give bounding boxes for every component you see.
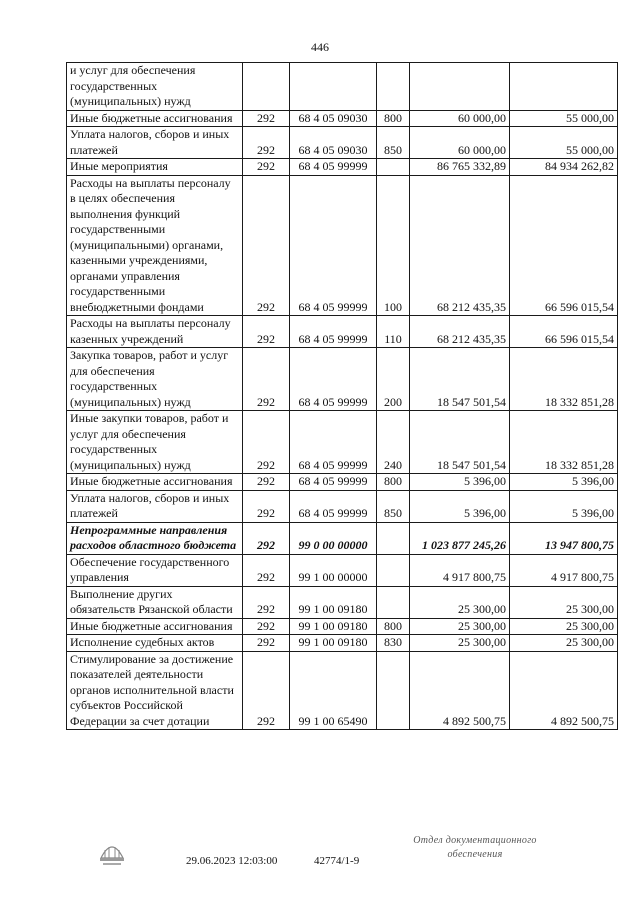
target-article-cell [290, 63, 377, 111]
page-number: 446 [311, 40, 329, 54]
amount-2025-cell: 55 000,00 [510, 127, 618, 159]
amount-2025-cell: 4 917 800,75 [510, 554, 618, 586]
expense-type-cell [377, 651, 410, 730]
amount-2024-cell: 25 300,00 [410, 586, 510, 618]
table-row [67, 348, 618, 411]
amount-2024-cell [410, 63, 510, 111]
expense-type-cell [377, 159, 410, 176]
stamp-line-2: обеспечения [447, 849, 503, 860]
table-row [67, 175, 618, 316]
department-code-cell: 292 [243, 474, 290, 491]
table-row [67, 127, 618, 159]
amount-2025-cell: 66 596 015,54 [510, 175, 618, 316]
table-row [67, 586, 618, 618]
amount-2025-cell: 25 300,00 [510, 618, 618, 635]
amount-2025-cell: 18 332 851,28 [510, 411, 618, 474]
amount-2024-cell: 5 396,00 [410, 474, 510, 491]
footer-datetime: 29.06.2023 12:03:00 [186, 855, 278, 867]
department-code-cell: 292 [243, 175, 290, 316]
amount-2024-cell: 60 000,00 [410, 127, 510, 159]
department-code-cell: 292 [243, 411, 290, 474]
department-code-cell: 292 [243, 522, 290, 554]
stamp-line-1: Отдел документационного [413, 835, 537, 846]
amount-2024-cell: 18 547 501,54 [410, 411, 510, 474]
expense-name-cell: Иные бюджетные ассигнования [67, 474, 243, 491]
target-article-cell: 68 4 05 99999 [290, 474, 377, 491]
department-code-cell: 292 [243, 618, 290, 635]
expense-type-cell [377, 586, 410, 618]
amount-2025-cell: 25 300,00 [510, 635, 618, 652]
expense-name-cell: и услуг для обеспечения государственных (муниципальных) нужд [67, 63, 243, 111]
table-row [67, 522, 618, 554]
amount-2024-cell: 68 212 435,35 [410, 316, 510, 348]
expense-name-cell: Иные закупки товаров, работ и услуг для обеспечения государственных (муниципальных) нужд [67, 411, 243, 474]
table-row [67, 110, 618, 127]
amount-2024-cell: 25 300,00 [410, 618, 510, 635]
table-row [67, 554, 618, 586]
expense-type-cell [377, 522, 410, 554]
table-row [67, 474, 618, 491]
expense-name-cell: Уплата налогов, сборов и иных платежей [67, 127, 243, 159]
target-article-cell: 99 0 00 00000 [290, 522, 377, 554]
expense-name-cell: Закупка товаров, работ и услуг для обеспечения государственных (муниципальных) нужд [67, 348, 243, 411]
amount-2025-cell: 4 892 500,75 [510, 651, 618, 730]
department-code-cell [243, 63, 290, 111]
amount-2025-cell [510, 63, 618, 111]
target-article-cell: 68 4 05 99999 [290, 490, 377, 522]
expense-name-cell: Выполнение других обязательств Рязанской области [67, 586, 243, 618]
expense-type-cell: 850 [377, 490, 410, 522]
department-code-cell: 292 [243, 159, 290, 176]
table-row [67, 651, 618, 730]
table-row [67, 618, 618, 635]
amount-2024-cell: 25 300,00 [410, 635, 510, 652]
department-code-cell: 292 [243, 348, 290, 411]
expense-name-cell: Иные мероприятия [67, 159, 243, 176]
target-article-cell: 68 4 05 99999 [290, 411, 377, 474]
expense-name-cell: Обеспечение государственного управления [67, 554, 243, 586]
amount-2025-cell: 5 396,00 [510, 474, 618, 491]
amount-2024-cell: 4 917 800,75 [410, 554, 510, 586]
department-code-cell: 292 [243, 635, 290, 652]
target-article-cell: 68 4 05 99999 [290, 348, 377, 411]
target-article-cell: 99 1 00 09180 [290, 618, 377, 635]
table-row [67, 63, 618, 111]
department-code-cell: 292 [243, 127, 290, 159]
target-article-cell: 99 1 00 09180 [290, 586, 377, 618]
amount-2024-cell: 5 396,00 [410, 490, 510, 522]
expense-type-cell: 240 [377, 411, 410, 474]
amount-2024-cell: 1 023 877 245,26 [410, 522, 510, 554]
department-code-cell: 292 [243, 490, 290, 522]
department-code-cell: 292 [243, 651, 290, 730]
expense-name-cell: Расходы на выплаты персоналу в целях обеспечения выполнения функций государственными (муниципальными) органами, казенными учреждениями, органами управления государственными внебюджетными фондами [67, 175, 243, 316]
amount-2024-cell: 86 765 332,89 [410, 159, 510, 176]
table-row [67, 316, 618, 348]
amount-2025-cell: 25 300,00 [510, 586, 618, 618]
target-article-cell: 68 4 05 99999 [290, 316, 377, 348]
expense-name-cell: Уплата налогов, сборов и иных платежей [67, 490, 243, 522]
department-code-cell: 292 [243, 586, 290, 618]
expense-type-cell: 800 [377, 474, 410, 491]
expense-type-cell [377, 554, 410, 586]
amount-2024-cell: 60 000,00 [410, 110, 510, 127]
amount-2024-cell: 68 212 435,35 [410, 175, 510, 316]
registration-stamp [400, 834, 550, 862]
department-code-cell: 292 [243, 316, 290, 348]
target-article-cell: 68 4 05 99999 [290, 159, 377, 176]
target-article-cell: 99 1 00 65490 [290, 651, 377, 730]
amount-2025-cell: 18 332 851,28 [510, 348, 618, 411]
expense-type-cell [377, 63, 410, 111]
expense-type-cell: 110 [377, 316, 410, 348]
expense-name-cell: Непрограммные направления расходов областного бюджета [67, 522, 243, 554]
expense-type-cell: 200 [377, 348, 410, 411]
department-code-cell: 292 [243, 110, 290, 127]
target-article-cell: 68 4 05 09030 [290, 110, 377, 127]
expense-name-cell: Расходы на выплаты персоналу казенных учреждений [67, 316, 243, 348]
department-code-cell: 292 [243, 554, 290, 586]
amount-2025-cell: 84 934 262,82 [510, 159, 618, 176]
expense-name-cell: Иные бюджетные ассигнования [67, 110, 243, 127]
expense-name-cell: Исполнение судебных актов [67, 635, 243, 652]
amount-2024-cell: 18 547 501,54 [410, 348, 510, 411]
budget-table [66, 62, 618, 730]
expense-name-cell: Иные бюджетные ассигнования [67, 618, 243, 635]
amount-2025-cell: 5 396,00 [510, 490, 618, 522]
expense-type-cell: 830 [377, 635, 410, 652]
table-row [67, 635, 618, 652]
amount-2025-cell: 13 947 800,75 [510, 522, 618, 554]
target-article-cell: 99 1 00 09180 [290, 635, 377, 652]
amount-2025-cell: 66 596 015,54 [510, 316, 618, 348]
table-row [67, 159, 618, 176]
duma-logo-icon [95, 834, 129, 868]
budget-table-body [67, 63, 618, 730]
target-article-cell: 99 1 00 00000 [290, 554, 377, 586]
amount-2025-cell: 55 000,00 [510, 110, 618, 127]
footer-doc-number: 42774/1-9 [314, 855, 360, 867]
expense-type-cell: 100 [377, 175, 410, 316]
table-row [67, 490, 618, 522]
table-row [67, 411, 618, 474]
target-article-cell: 68 4 05 09030 [290, 127, 377, 159]
expense-type-cell: 850 [377, 127, 410, 159]
expense-name-cell: Стимулирование за достижение показателей деятельности органов исполнительной власти субъектов Российской Федерации за счет дотации [67, 651, 243, 730]
amount-2024-cell: 4 892 500,75 [410, 651, 510, 730]
expense-type-cell: 800 [377, 618, 410, 635]
target-article-cell: 68 4 05 99999 [290, 175, 377, 316]
expense-type-cell: 800 [377, 110, 410, 127]
